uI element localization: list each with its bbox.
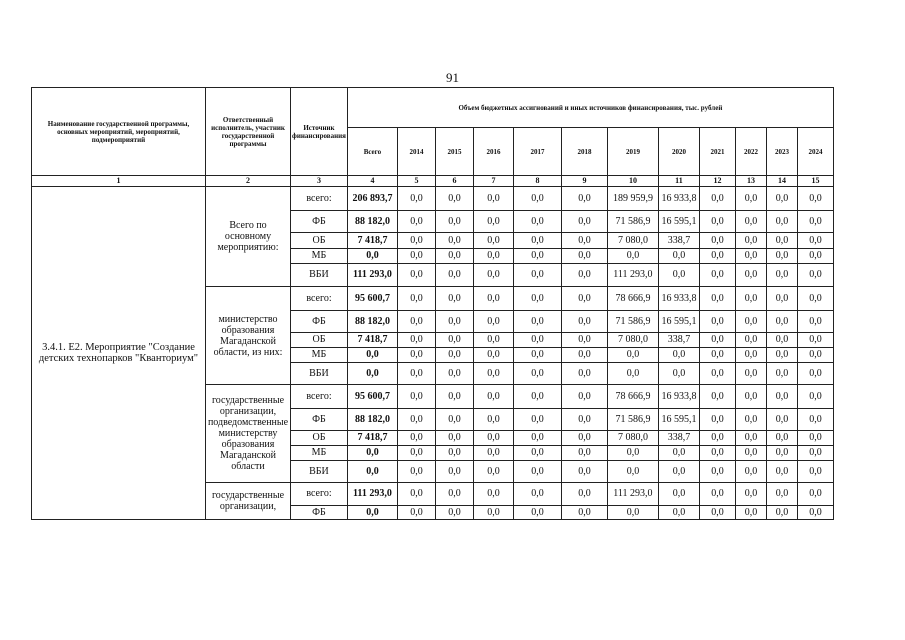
- value-cell: 0,0: [513, 249, 561, 264]
- value-cell: 0,0: [513, 287, 561, 311]
- value-cell: 0,0: [607, 506, 658, 520]
- value-cell: 0,0: [766, 187, 797, 211]
- value-cell: 0,0: [397, 363, 435, 385]
- value-cell: 0,0: [699, 311, 735, 333]
- value-cell: 0,0: [735, 409, 766, 431]
- value-cell: 0,0: [435, 287, 473, 311]
- value-cell: 0,0: [397, 348, 435, 363]
- value-cell: 0,0: [797, 249, 833, 264]
- value-cell: 0,0: [797, 409, 833, 431]
- column-index: 5: [397, 176, 435, 187]
- value-cell: 71 586,9: [607, 311, 658, 333]
- funding-source: всего:: [291, 287, 348, 311]
- value-cell: 0,0: [435, 431, 473, 446]
- value-cell: 88 182,0: [347, 409, 397, 431]
- value-cell: 0,0: [513, 385, 561, 409]
- value-cell: 0,0: [699, 233, 735, 249]
- value-cell: 0,0: [766, 333, 797, 348]
- funding-source: МБ: [291, 446, 348, 461]
- value-cell: 0,0: [699, 348, 735, 363]
- value-cell: 0,0: [397, 233, 435, 249]
- funding-source: ВБИ: [291, 264, 348, 287]
- value-cell: 0,0: [473, 385, 513, 409]
- table-body: [32, 187, 834, 520]
- value-cell: 0,0: [797, 333, 833, 348]
- value-cell: 0,0: [561, 264, 607, 287]
- funding-source: ВБИ: [291, 363, 348, 385]
- value-cell: 0,0: [797, 264, 833, 287]
- value-cell: 0,0: [397, 409, 435, 431]
- value-cell: 0,0: [561, 461, 607, 483]
- value-cell: 71 586,9: [607, 409, 658, 431]
- value-cell: 0,0: [658, 446, 699, 461]
- value-cell: 0,0: [397, 506, 435, 520]
- value-cell: 16 933,8: [658, 187, 699, 211]
- value-cell: 0,0: [735, 348, 766, 363]
- value-cell: 0,0: [513, 483, 561, 506]
- value-cell: 0,0: [607, 249, 658, 264]
- value-cell: 7 080,0: [607, 431, 658, 446]
- value-cell: 7 418,7: [347, 233, 397, 249]
- funding-source: ОБ: [291, 431, 348, 446]
- value-cell: 111 293,0: [607, 264, 658, 287]
- value-cell: 0,0: [766, 233, 797, 249]
- value-cell: 0,0: [561, 287, 607, 311]
- value-cell: 206 893,7: [347, 187, 397, 211]
- value-cell: 0,0: [347, 446, 397, 461]
- value-cell: 0,0: [513, 333, 561, 348]
- value-cell: 0,0: [658, 506, 699, 520]
- value-cell: 0,0: [473, 461, 513, 483]
- value-cell: 0,0: [699, 446, 735, 461]
- value-cell: 0,0: [766, 483, 797, 506]
- table-header: [32, 88, 834, 187]
- value-cell: 0,0: [699, 483, 735, 506]
- value-cell: 0,0: [607, 461, 658, 483]
- value-cell: 0,0: [658, 249, 699, 264]
- funding-source: ФБ: [291, 311, 348, 333]
- value-cell: 0,0: [513, 187, 561, 211]
- value-cell: 0,0: [797, 211, 833, 233]
- value-cell: 7 418,7: [347, 431, 397, 446]
- year-header: 2023: [766, 128, 797, 176]
- value-cell: 0,0: [397, 311, 435, 333]
- value-cell: 0,0: [735, 287, 766, 311]
- value-cell: 0,0: [435, 311, 473, 333]
- value-cell: 0,0: [473, 363, 513, 385]
- responsible-executor: министерство образования Магаданской области, из них:: [206, 287, 291, 385]
- value-cell: 0,0: [766, 385, 797, 409]
- value-cell: 0,0: [347, 461, 397, 483]
- year-header: 2017: [513, 128, 561, 176]
- value-cell: 0,0: [513, 409, 561, 431]
- value-cell: 0,0: [735, 187, 766, 211]
- year-header: 2015: [435, 128, 473, 176]
- value-cell: 0,0: [699, 287, 735, 311]
- header-responsible: Ответственный исполнитель, участник государственной программы: [206, 88, 291, 176]
- value-cell: 0,0: [397, 333, 435, 348]
- value-cell: 338,7: [658, 431, 699, 446]
- value-cell: 189 959,9: [607, 187, 658, 211]
- funding-source: МБ: [291, 348, 348, 363]
- value-cell: 78 666,9: [607, 385, 658, 409]
- value-cell: 0,0: [766, 363, 797, 385]
- value-cell: 0,0: [766, 348, 797, 363]
- value-cell: 0,0: [561, 211, 607, 233]
- value-cell: 0,0: [658, 264, 699, 287]
- value-cell: 0,0: [435, 363, 473, 385]
- value-cell: 0,0: [513, 446, 561, 461]
- value-cell: 111 293,0: [347, 483, 397, 506]
- funding-source: ВБИ: [291, 461, 348, 483]
- value-cell: 7 080,0: [607, 333, 658, 348]
- value-cell: 0,0: [561, 187, 607, 211]
- value-cell: 0,0: [473, 311, 513, 333]
- value-cell: 0,0: [699, 211, 735, 233]
- year-header: 2014: [397, 128, 435, 176]
- column-index: 3: [291, 176, 348, 187]
- value-cell: 0,0: [699, 461, 735, 483]
- value-cell: 0,0: [797, 461, 833, 483]
- value-cell: 0,0: [766, 461, 797, 483]
- funding-source: ФБ: [291, 211, 348, 233]
- value-cell: 0,0: [607, 363, 658, 385]
- value-cell: 0,0: [473, 211, 513, 233]
- value-cell: 0,0: [473, 333, 513, 348]
- value-cell: 0,0: [699, 409, 735, 431]
- value-cell: 0,0: [735, 333, 766, 348]
- funding-source: МБ: [291, 249, 348, 264]
- value-cell: 0,0: [347, 363, 397, 385]
- value-cell: 0,0: [561, 311, 607, 333]
- value-cell: 0,0: [397, 187, 435, 211]
- value-cell: 0,0: [735, 483, 766, 506]
- value-cell: 0,0: [735, 446, 766, 461]
- value-cell: 0,0: [766, 287, 797, 311]
- value-cell: 0,0: [561, 446, 607, 461]
- year-header: 2021: [699, 128, 735, 176]
- value-cell: 0,0: [435, 409, 473, 431]
- column-index: 1: [32, 176, 206, 187]
- value-cell: 0,0: [397, 431, 435, 446]
- value-cell: 0,0: [561, 333, 607, 348]
- value-cell: 0,0: [735, 264, 766, 287]
- value-cell: 16 933,8: [658, 385, 699, 409]
- value-cell: 0,0: [561, 348, 607, 363]
- value-cell: 0,0: [766, 506, 797, 520]
- value-cell: 0,0: [699, 385, 735, 409]
- value-cell: 0,0: [435, 506, 473, 520]
- value-cell: 0,0: [797, 233, 833, 249]
- column-index: 7: [473, 176, 513, 187]
- value-cell: 0,0: [347, 348, 397, 363]
- value-cell: 0,0: [658, 483, 699, 506]
- value-cell: 0,0: [513, 506, 561, 520]
- column-index: 11: [658, 176, 699, 187]
- value-cell: 0,0: [435, 385, 473, 409]
- value-cell: 0,0: [658, 461, 699, 483]
- value-cell: 0,0: [607, 348, 658, 363]
- year-header: 2020: [658, 128, 699, 176]
- column-index: 12: [699, 176, 735, 187]
- column-index: 15: [797, 176, 833, 187]
- value-cell: 0,0: [735, 385, 766, 409]
- table-row: [32, 187, 834, 211]
- header-budget: Объем бюджетных ассигнований и иных источников финансирования, тыс. рублей: [347, 88, 833, 128]
- value-cell: 0,0: [435, 446, 473, 461]
- value-cell: 0,0: [797, 348, 833, 363]
- value-cell: 0,0: [473, 431, 513, 446]
- value-cell: 0,0: [658, 363, 699, 385]
- column-index: 9: [561, 176, 607, 187]
- responsible-executor: Всего по основному мероприятию:: [206, 187, 291, 287]
- value-cell: 0,0: [347, 249, 397, 264]
- value-cell: 0,0: [766, 249, 797, 264]
- value-cell: 0,0: [797, 446, 833, 461]
- value-cell: 0,0: [797, 287, 833, 311]
- value-cell: 0,0: [513, 311, 561, 333]
- value-cell: 0,0: [699, 187, 735, 211]
- value-cell: 0,0: [699, 431, 735, 446]
- header-source: Источник финансирования: [291, 88, 348, 176]
- value-cell: 0,0: [473, 506, 513, 520]
- value-cell: 111 293,0: [607, 483, 658, 506]
- funding-source: всего:: [291, 385, 348, 409]
- value-cell: 0,0: [699, 264, 735, 287]
- value-cell: 0,0: [561, 249, 607, 264]
- value-cell: 0,0: [766, 409, 797, 431]
- year-header: 2019: [607, 128, 658, 176]
- column-index: 4: [347, 176, 397, 187]
- value-cell: 16 595,1: [658, 211, 699, 233]
- value-cell: 95 600,7: [347, 385, 397, 409]
- column-index: 14: [766, 176, 797, 187]
- value-cell: 0,0: [735, 233, 766, 249]
- value-cell: 0,0: [435, 348, 473, 363]
- value-cell: 0,0: [513, 348, 561, 363]
- value-cell: 0,0: [797, 363, 833, 385]
- value-cell: 0,0: [561, 431, 607, 446]
- year-header: 2022: [735, 128, 766, 176]
- value-cell: 0,0: [766, 431, 797, 446]
- funding-source: ОБ: [291, 233, 348, 249]
- value-cell: 338,7: [658, 333, 699, 348]
- value-cell: 0,0: [473, 287, 513, 311]
- funding-source: всего:: [291, 483, 348, 506]
- measure-name: 3.4.1. Е2. Мероприятие "Создание детских технопарков "Кванториум": [32, 187, 206, 520]
- funding-source: ФБ: [291, 409, 348, 431]
- index-row: [32, 176, 834, 187]
- value-cell: 0,0: [435, 233, 473, 249]
- funding-source: ОБ: [291, 333, 348, 348]
- value-cell: 0,0: [561, 233, 607, 249]
- funding-source: всего:: [291, 187, 348, 211]
- column-index: 2: [206, 176, 291, 187]
- value-cell: 0,0: [561, 506, 607, 520]
- value-cell: 0,0: [513, 363, 561, 385]
- value-cell: 0,0: [435, 211, 473, 233]
- value-cell: 0,0: [561, 483, 607, 506]
- value-cell: 0,0: [797, 483, 833, 506]
- value-cell: 0,0: [735, 431, 766, 446]
- value-cell: 0,0: [435, 333, 473, 348]
- value-cell: 0,0: [397, 249, 435, 264]
- value-cell: 0,0: [607, 446, 658, 461]
- value-cell: 0,0: [435, 249, 473, 264]
- value-cell: 0,0: [735, 311, 766, 333]
- value-cell: 0,0: [435, 461, 473, 483]
- value-cell: 88 182,0: [347, 311, 397, 333]
- value-cell: 0,0: [397, 264, 435, 287]
- value-cell: 0,0: [735, 211, 766, 233]
- value-cell: 0,0: [797, 311, 833, 333]
- value-cell: 0,0: [435, 187, 473, 211]
- value-cell: 0,0: [473, 446, 513, 461]
- value-cell: 0,0: [735, 249, 766, 264]
- year-header: 2016: [473, 128, 513, 176]
- funding-source: ФБ: [291, 506, 348, 520]
- value-cell: 0,0: [735, 506, 766, 520]
- value-cell: 0,0: [397, 446, 435, 461]
- value-cell: 111 293,0: [347, 264, 397, 287]
- value-cell: 0,0: [397, 287, 435, 311]
- value-cell: 338,7: [658, 233, 699, 249]
- value-cell: 0,0: [473, 483, 513, 506]
- value-cell: 0,0: [797, 506, 833, 520]
- budget-table: [31, 87, 834, 520]
- value-cell: 0,0: [513, 211, 561, 233]
- year-header: Всего: [347, 128, 397, 176]
- value-cell: 78 666,9: [607, 287, 658, 311]
- responsible-executor: государственные организации,: [206, 483, 291, 520]
- value-cell: 16 595,1: [658, 311, 699, 333]
- value-cell: 0,0: [699, 506, 735, 520]
- header-name: Наименование государственной программы, основных мероприятий, мероприятий, подмероприятий: [32, 88, 206, 176]
- value-cell: 0,0: [435, 483, 473, 506]
- value-cell: 0,0: [397, 385, 435, 409]
- value-cell: 0,0: [347, 506, 397, 520]
- value-cell: 95 600,7: [347, 287, 397, 311]
- value-cell: 0,0: [735, 363, 766, 385]
- value-cell: 0,0: [473, 249, 513, 264]
- value-cell: 0,0: [473, 233, 513, 249]
- value-cell: 0,0: [766, 264, 797, 287]
- value-cell: 7 080,0: [607, 233, 658, 249]
- value-cell: 7 418,7: [347, 333, 397, 348]
- value-cell: 71 586,9: [607, 211, 658, 233]
- value-cell: 0,0: [766, 311, 797, 333]
- year-header: 2018: [561, 128, 607, 176]
- value-cell: 0,0: [797, 187, 833, 211]
- value-cell: 0,0: [473, 409, 513, 431]
- column-index: 10: [607, 176, 658, 187]
- value-cell: 0,0: [473, 264, 513, 287]
- value-cell: 0,0: [658, 348, 699, 363]
- value-cell: 0,0: [766, 211, 797, 233]
- value-cell: 16 595,1: [658, 409, 699, 431]
- column-index: 8: [513, 176, 561, 187]
- value-cell: 0,0: [397, 483, 435, 506]
- column-index: 6: [435, 176, 473, 187]
- value-cell: 0,0: [513, 233, 561, 249]
- value-cell: 0,0: [735, 461, 766, 483]
- value-cell: 0,0: [513, 264, 561, 287]
- year-header: 2024: [797, 128, 833, 176]
- value-cell: 0,0: [561, 409, 607, 431]
- value-cell: 0,0: [699, 333, 735, 348]
- value-cell: 0,0: [397, 461, 435, 483]
- page-number: 91: [446, 70, 459, 85]
- value-cell: 0,0: [473, 187, 513, 211]
- column-index: 13: [735, 176, 766, 187]
- value-cell: 0,0: [513, 461, 561, 483]
- value-cell: 0,0: [561, 385, 607, 409]
- value-cell: 0,0: [699, 249, 735, 264]
- value-cell: 0,0: [797, 385, 833, 409]
- value-cell: 0,0: [561, 363, 607, 385]
- value-cell: 0,0: [397, 211, 435, 233]
- value-cell: 88 182,0: [347, 211, 397, 233]
- responsible-executor: государственные организации, подведомственные министерству образования Магаданской области: [206, 385, 291, 483]
- value-cell: 0,0: [513, 431, 561, 446]
- value-cell: 16 933,8: [658, 287, 699, 311]
- value-cell: 0,0: [766, 446, 797, 461]
- value-cell: 0,0: [435, 264, 473, 287]
- value-cell: 0,0: [473, 348, 513, 363]
- value-cell: 0,0: [797, 431, 833, 446]
- value-cell: 0,0: [699, 363, 735, 385]
